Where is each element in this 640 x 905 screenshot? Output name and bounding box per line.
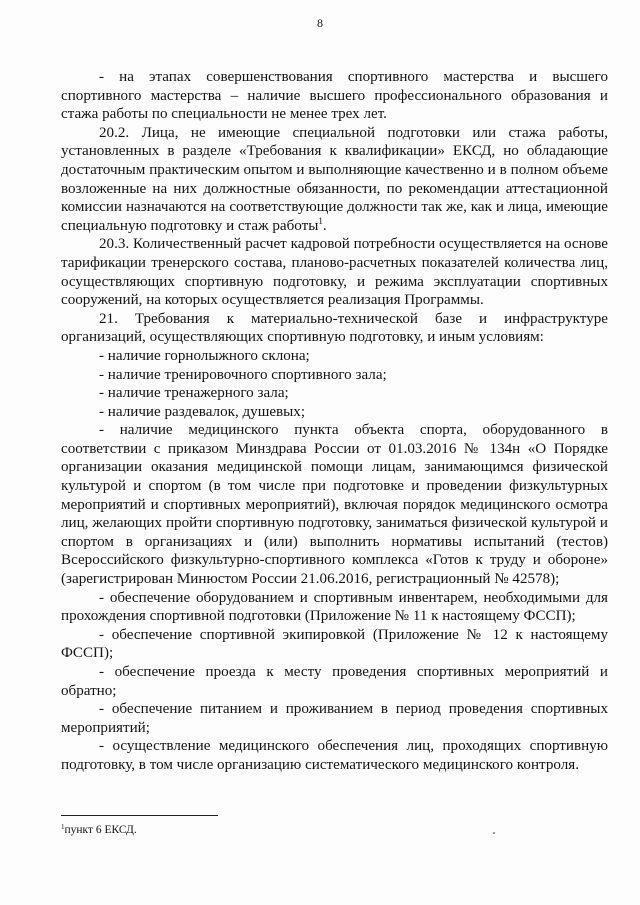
scan-speck <box>493 832 495 834</box>
paragraph-21: 21. Требования к материально-технической базе и инфраструктуре организаций, осуществляющих спортивную подготовку, и иным условиям: <box>61 310 608 346</box>
footnote <box>61 824 137 836</box>
paragraph-20-2-tail: . <box>322 217 327 234</box>
page-number: 8 <box>317 16 323 30</box>
paragraph-coach-qualification: - на этапах совершенствования спортивного мастерства и высшего спортивного мастерства – наличие высшего профессионального образования и стажа работы по специальности не менее трех лет. <box>61 69 608 123</box>
list-item-travel: - обеспечение проезда к месту проведения спортивных мероприятий и обратно; <box>61 664 608 699</box>
list-item-training-hall: - наличие тренировочного спортивного зала; <box>99 366 387 383</box>
list-item-medical-point: - наличие медицинского пункта объекта спорта, оборудованного в соответствии с приказом Минздрава России от 01.03.2016 № 134н «О Порядке организации оказания медицинской помощи лицам, занимающимся физической культурой и спортом (в том числе при подготовке и проведении физкультурных мероприятий и спортивных мероприятий), включая порядок медицинского осмотра лиц, желающих пройти спортивную подготовку, заниматься физической культурой и спортом в организациях и (или) выполнить нормативы испытаний (тестов) Всероссийского физкультурно-спортивного комплекса «Готов к труду и обороне» (зарегистрирован Минюстом России 21.06.2016, регистрационный № 42578); <box>61 422 608 588</box>
list-item-meals-lodging: - обеспечение питанием и проживанием в период проведения спортивных мероприятий; <box>61 701 608 736</box>
footnote-divider <box>61 815 218 816</box>
list-item-medical-support: - осуществление медицинского обеспечения лиц, проходящих спортивную подготовку, в том числе организацию систематического медицинского контроля. <box>61 738 608 773</box>
list-item-gym: - наличие тренажерного зала; <box>99 385 289 402</box>
footnote-text: пункт 6 ЕКСД. <box>64 824 137 836</box>
paragraph-20-2 <box>61 124 608 236</box>
paragraph-20-2-text: 20.2. Лица, не имеющие специальной подготовки или стажа работы, установленных в разделе «Требования к квалификации» ЕКСД, но обладающие достаточным практическим опытом и выполняющие качественно и в полном объеме возложенные на них должностные обязанности, по рекомендации аттестационной комиссии назначаются на соответствующие должности так же, как и лица, имеющие специальную подготовку и стаж работы <box>61 124 608 234</box>
list-item-locker-rooms: - наличие раздевалок, душевых; <box>99 403 306 420</box>
footnote-reference: 1 <box>318 215 323 226</box>
footnote-mark: 1 <box>61 823 65 831</box>
list-item-ski-slope: - наличие горнолыжного склона; <box>99 347 310 364</box>
document-body <box>61 68 608 775</box>
paragraph-20-3: 20.3. Количественный расчет кадровой потребности осуществляется на основе тарификации тренерского состава, планово-расчетных показателей количества лиц, осуществляющих спортивную подготовку, и режима эксплуатации спортивных сооружений, на которых осуществляется реализация Программы. <box>61 236 608 309</box>
list-item-equipment: - обеспечение оборудованием и спортивным инвентарем, необходимыми для прохождения спортивной подготовки (Приложение № 11 к настоящему ФССП); <box>61 589 608 625</box>
list-item-sport-gear: - обеспечение спортивной экипировкой (Приложение № 12 к настоящему ФССП); <box>61 626 608 662</box>
